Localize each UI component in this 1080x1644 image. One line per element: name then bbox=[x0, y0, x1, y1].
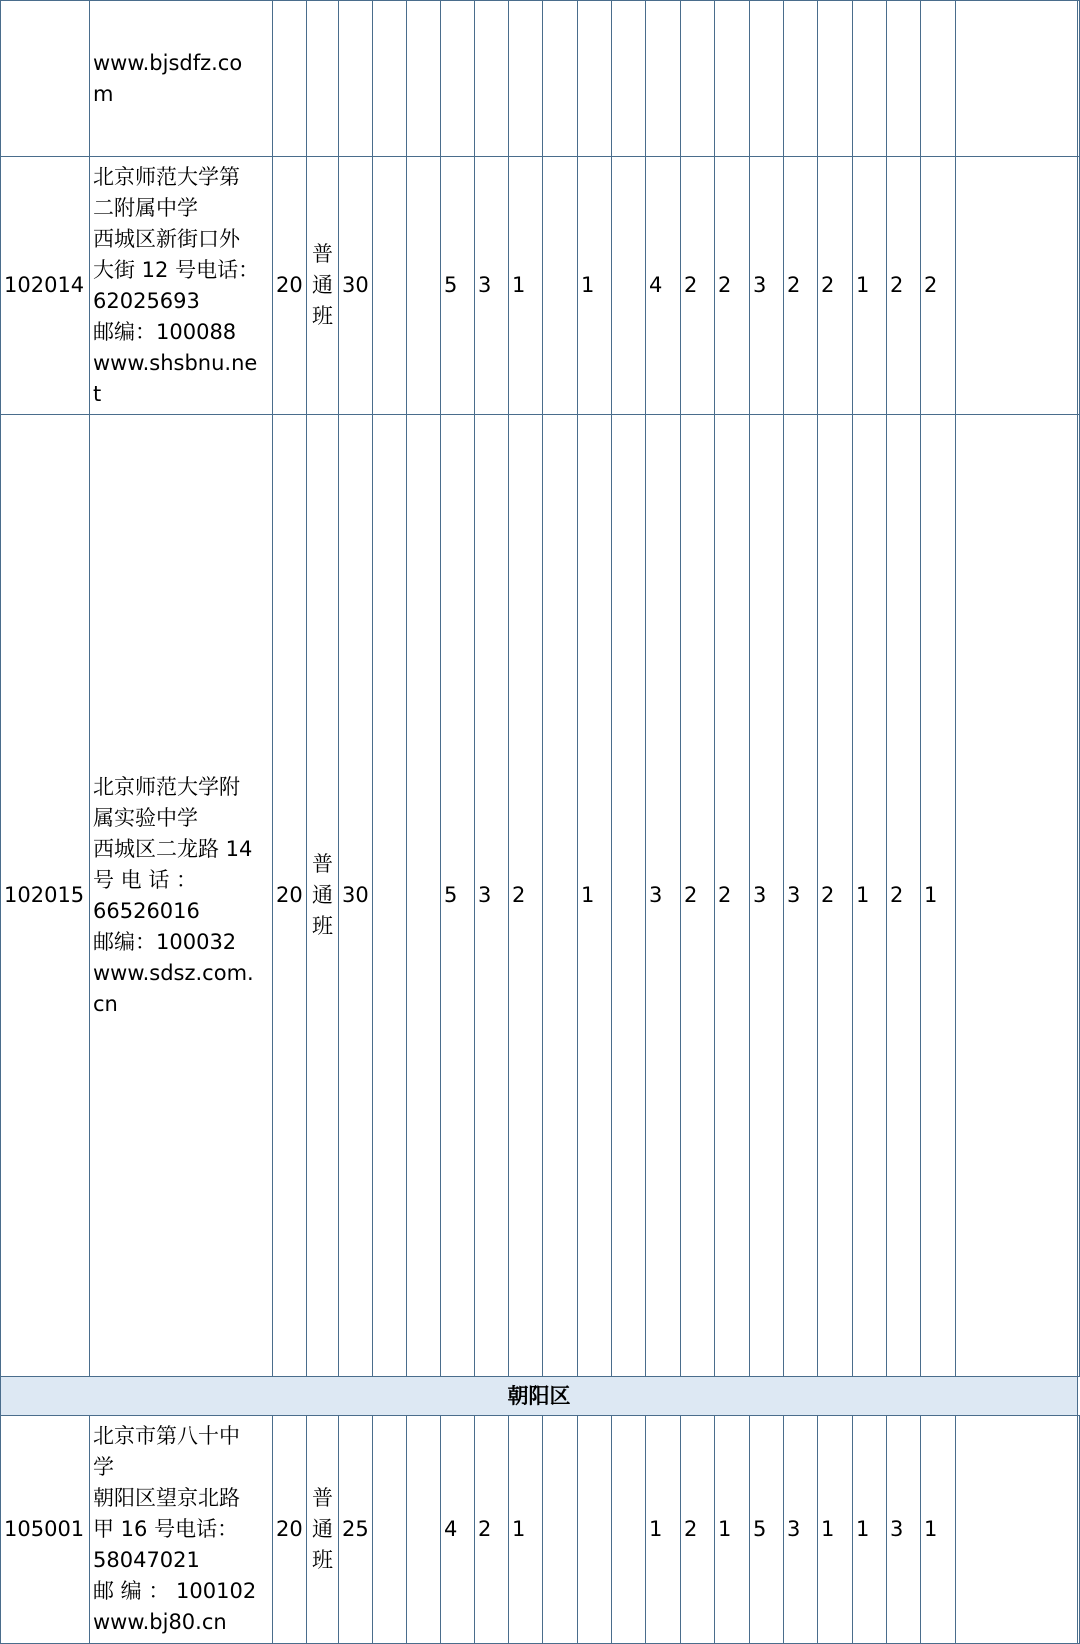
class-type: 普通班 bbox=[307, 1416, 339, 1644]
school-info-line: 邮 编 ： 100102 bbox=[93, 1579, 257, 1603]
quota-cell: 2 bbox=[887, 415, 921, 1377]
quota-cell: 2 bbox=[887, 157, 921, 415]
quota-cell: 2 bbox=[509, 415, 543, 1377]
quota-cell: 2 bbox=[681, 1416, 715, 1644]
school-code: 102014 bbox=[1, 157, 90, 415]
quota-cell bbox=[509, 1, 543, 157]
quota-cell bbox=[543, 1, 578, 157]
school-info-line: 邮编：100032 bbox=[93, 929, 237, 954]
quota-cell: 3 bbox=[646, 415, 681, 1377]
school-info-line: 北京师范大学附 bbox=[93, 774, 240, 799]
quota-cell: 3 bbox=[750, 157, 784, 415]
school-info-line: 号 电 话 ： bbox=[93, 867, 198, 892]
quota-cell: 3 bbox=[475, 415, 509, 1377]
school-row bbox=[1, 1416, 1080, 1644]
quota-cell: 2 bbox=[818, 157, 853, 415]
remark bbox=[1078, 1416, 1080, 1644]
school-code: 105001 bbox=[1, 1416, 90, 1644]
school-info-line: 66526016 bbox=[93, 898, 200, 923]
quota-cell bbox=[784, 1, 818, 157]
school-info-line: 北京师范大学第 bbox=[93, 164, 240, 189]
school-info bbox=[90, 415, 273, 1377]
quota-cell: 2 bbox=[818, 415, 853, 1377]
school-code bbox=[1, 1, 90, 157]
school-info-line: www.bjsdfz.co bbox=[93, 50, 243, 75]
quota-cell: 1 bbox=[509, 157, 543, 415]
school-info bbox=[90, 1, 273, 157]
school-info-line: m bbox=[93, 81, 114, 106]
school-info-line: www.shsbnu.ne bbox=[93, 350, 258, 375]
school-info-line: 西城区二龙路 14 bbox=[93, 836, 253, 861]
plan-count: 20 bbox=[273, 415, 307, 1377]
quota-cell bbox=[750, 1, 784, 157]
remark bbox=[1078, 415, 1080, 1377]
quota-cell: 3 bbox=[784, 415, 818, 1377]
quota-cell: 1 bbox=[853, 1416, 887, 1644]
school-info-line: 属实验中学 bbox=[93, 805, 198, 830]
quota-cell: 2 bbox=[475, 1416, 509, 1644]
school-info-line: 西城区新街口外 bbox=[93, 226, 240, 251]
quota-cell bbox=[407, 1, 441, 157]
school-info-line: 大街 12 号电话： bbox=[93, 257, 260, 282]
quota-cell bbox=[956, 157, 1078, 415]
quota-cell: 2 bbox=[715, 157, 750, 415]
quota-cell bbox=[612, 1416, 646, 1644]
remark bbox=[1078, 157, 1080, 415]
quota-cell bbox=[956, 1416, 1078, 1644]
total-count: 30 bbox=[339, 415, 373, 1377]
quota-cell: 1 bbox=[578, 157, 612, 415]
quota-cell: 5 bbox=[750, 1416, 784, 1644]
total-count: 25 bbox=[339, 1416, 373, 1644]
school-info-line: 邮编：100088 bbox=[93, 319, 237, 344]
quota-cell: 1 bbox=[921, 415, 956, 1377]
quota-cell bbox=[441, 1, 475, 157]
quota-cell: 4 bbox=[441, 1416, 475, 1644]
school-info-line: 二附属中学 bbox=[93, 195, 198, 220]
quota-cell: 1 bbox=[818, 1416, 853, 1644]
quota-cell bbox=[373, 415, 407, 1377]
quota-cell: 2 bbox=[681, 157, 715, 415]
quota-cell bbox=[373, 1, 407, 157]
quota-cell bbox=[407, 415, 441, 1377]
plan-count bbox=[273, 1, 307, 157]
quota-cell: 2 bbox=[715, 415, 750, 1377]
quota-cell bbox=[543, 157, 578, 415]
school-info-line: t bbox=[93, 381, 102, 406]
district-name: 朝阳区 bbox=[1, 1377, 1078, 1416]
quota-cell: 2 bbox=[681, 415, 715, 1377]
total-count bbox=[339, 1, 373, 157]
quota-cell bbox=[818, 1, 853, 157]
quota-cell bbox=[407, 1416, 441, 1644]
school-info-line: 北京市第八十中 bbox=[93, 1424, 240, 1448]
quota-cell: 3 bbox=[887, 1416, 921, 1644]
quota-cell: 1 bbox=[646, 1416, 681, 1644]
quota-cell: 1 bbox=[578, 415, 612, 1377]
school-row bbox=[1, 1, 1080, 157]
quota-cell bbox=[715, 1, 750, 157]
quota-cell bbox=[543, 1416, 578, 1644]
school-code: 102015 bbox=[1, 415, 90, 1377]
school-row bbox=[1, 157, 1080, 415]
school-info-line: 学 bbox=[93, 1455, 114, 1479]
quota-cell bbox=[921, 1, 956, 157]
remark bbox=[1078, 1, 1080, 157]
quota-cell: 3 bbox=[750, 415, 784, 1377]
quota-cell: 1 bbox=[921, 1416, 956, 1644]
quota-cell bbox=[543, 415, 578, 1377]
school-info-line: 62025693 bbox=[93, 288, 200, 313]
quota-cell bbox=[956, 1, 1078, 157]
quota-cell bbox=[612, 1, 646, 157]
quota-cell: 1 bbox=[715, 1416, 750, 1644]
school-info-line: www.bj80.cn bbox=[93, 1610, 227, 1634]
quota-cell bbox=[578, 1416, 612, 1644]
school-row bbox=[1, 415, 1080, 1377]
quota-cell: 2 bbox=[784, 157, 818, 415]
quota-cell: 1 bbox=[853, 415, 887, 1377]
quota-cell: 5 bbox=[441, 415, 475, 1377]
quota-cell bbox=[956, 415, 1078, 1377]
school-info-line: www.sdsz.com. bbox=[93, 960, 254, 985]
plan-count: 20 bbox=[273, 157, 307, 415]
class-type: 普通班 bbox=[307, 415, 339, 1377]
quota-cell: 1 bbox=[853, 157, 887, 415]
quota-cell: 1 bbox=[509, 1416, 543, 1644]
district-header-row bbox=[1, 1377, 1080, 1416]
total-count: 30 bbox=[339, 157, 373, 415]
quota-cell bbox=[612, 157, 646, 415]
quota-cell: 5 bbox=[441, 157, 475, 415]
quota-cell bbox=[681, 1, 715, 157]
school-info-line: 朝阳区望京北路 bbox=[93, 1486, 240, 1510]
plan-count: 20 bbox=[273, 1416, 307, 1644]
quota-cell bbox=[578, 1, 612, 157]
school-info-line: 58047021 bbox=[93, 1548, 200, 1572]
school-info-line: 甲 16 号电话： bbox=[93, 1517, 239, 1541]
school-info bbox=[90, 1416, 273, 1644]
quota-cell: 2 bbox=[921, 157, 956, 415]
quota-cell bbox=[853, 1, 887, 157]
school-info bbox=[90, 157, 273, 415]
quota-cell: 3 bbox=[784, 1416, 818, 1644]
quota-cell bbox=[373, 1416, 407, 1644]
quota-cell bbox=[887, 1, 921, 157]
quota-cell bbox=[612, 415, 646, 1377]
quota-cell bbox=[373, 157, 407, 415]
class-type bbox=[307, 1, 339, 157]
school-info-line: cn bbox=[93, 991, 118, 1016]
quota-cell bbox=[475, 1, 509, 157]
class-type: 普通班 bbox=[307, 157, 339, 415]
quota-cell: 4 bbox=[646, 157, 681, 415]
quota-cell bbox=[407, 157, 441, 415]
quota-cell: 3 bbox=[475, 157, 509, 415]
quota-cell bbox=[646, 1, 681, 157]
